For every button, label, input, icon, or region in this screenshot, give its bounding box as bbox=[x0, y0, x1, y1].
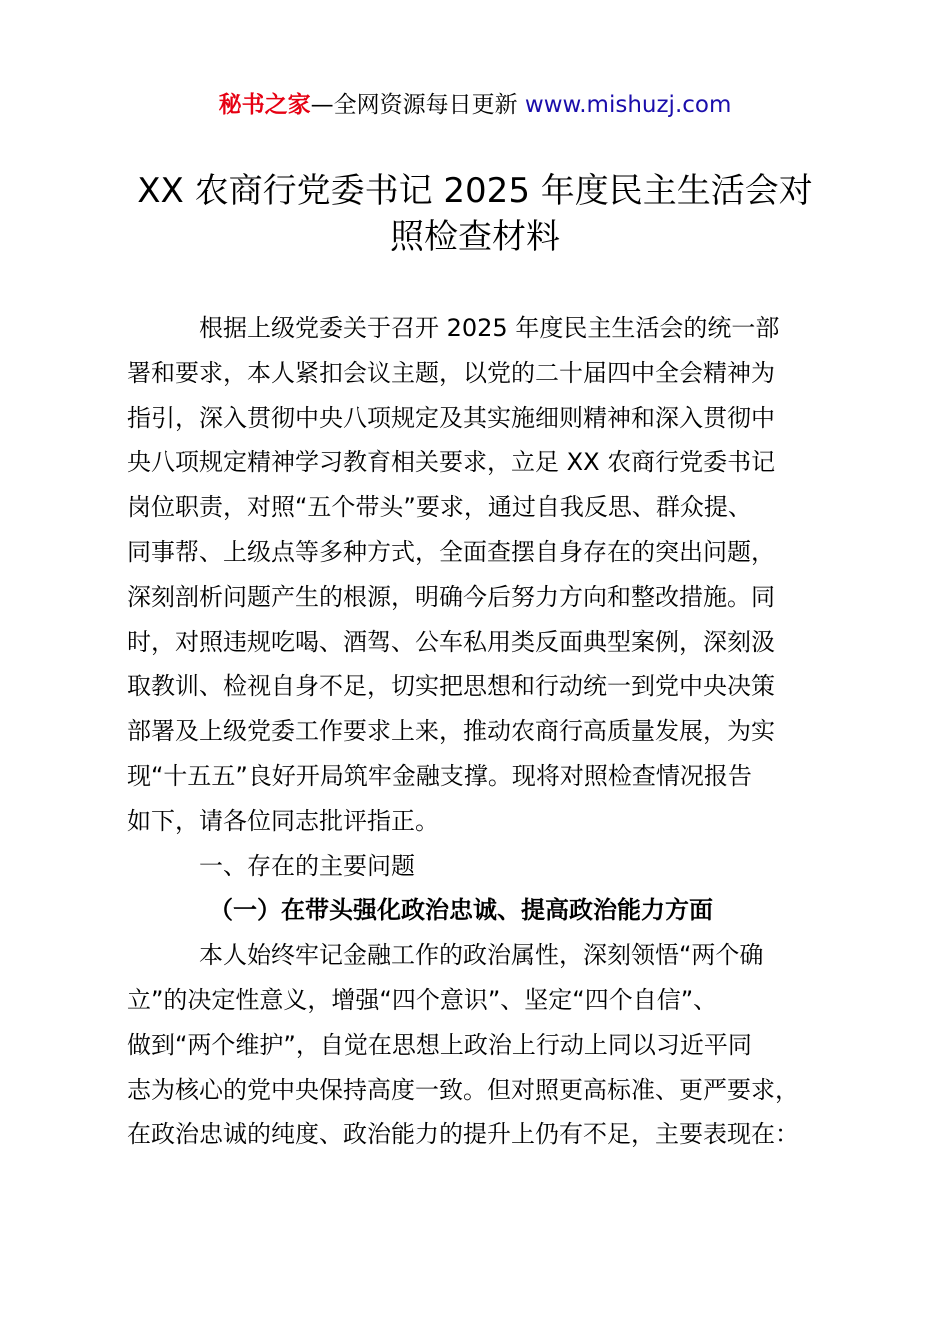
body-line: 取教训、检视自身不足，切实把思想和行动统一到党中央决策 bbox=[127, 672, 775, 701]
body-line: 同事帮、上级点等多种方式，全面查摆自身存在的突出问题， bbox=[127, 537, 775, 566]
brand-name: 秘书之家 bbox=[218, 92, 311, 118]
body-line: 如下，请各位同志批评指正。 bbox=[127, 806, 439, 835]
subsection-heading: （一）在带头强化政治忠诚、提高政治能力方面 bbox=[209, 896, 713, 925]
body-line: 立”的决定性意义，增强“四个意识”、坚定“四个自信”、 bbox=[127, 985, 718, 1014]
body-line: 根据上级党委关于召开 2025 年度民主生活会的统一部 bbox=[199, 314, 780, 342]
site-header bbox=[0, 88, 950, 122]
body-line: 署和要求，本人紧扣会议主题，以党的二十届四中全会精神为 bbox=[127, 358, 775, 387]
body-line: 做到“两个维护”，自觉在思想上政治上行动上同以习近平同 bbox=[127, 1030, 752, 1059]
body-line: 现“十五五”良好开局筑牢金融支撑。现将对照检查情况报告 bbox=[127, 761, 752, 790]
body-line: 指引，深入贯彻中央八项规定及其实施细则精神和深入贯彻中 bbox=[127, 403, 775, 432]
body-line: 深刻剖析问题产生的根源，明确今后努力方向和整改措施。同 bbox=[127, 582, 775, 611]
body-line: 岗位职责，对照“五个带头”要求，通过自我反思、群众提、 bbox=[127, 493, 752, 522]
body-line: 志为核心的党中央保持高度一致。但对照更高标准、更严要求， bbox=[127, 1075, 799, 1104]
body-line: 在政治忠诚的纯度、政治能力的提升上仍有不足，主要表现在： bbox=[127, 1120, 799, 1149]
section-heading: 一、存在的主要问题 bbox=[199, 851, 415, 880]
header-tagline: —全网资源每日更新 bbox=[310, 92, 525, 118]
body-line: 部署及上级党委工作要求上来，推动农商行高质量发展，为实 bbox=[127, 717, 775, 746]
body-line: 本人始终牢记金融工作的政治属性，深刻领悟“两个确 bbox=[199, 941, 764, 970]
body-line: 时，对照违规吃喝、酒驾、公车私用类反面典型案例，深刻汲 bbox=[127, 627, 775, 656]
title-line-2: 照检查材料 bbox=[390, 217, 560, 257]
title-line-1: XX 农商行党委书记 2025 年度民主生活会对 bbox=[137, 171, 813, 211]
site-url-link[interactable]: www.mishuzj.com bbox=[524, 92, 732, 118]
body-line: 央八项规定精神学习教育相关要求，立足 XX 农商行党委书记 bbox=[127, 448, 776, 477]
document-title bbox=[100, 168, 850, 260]
document-body bbox=[127, 306, 849, 1157]
